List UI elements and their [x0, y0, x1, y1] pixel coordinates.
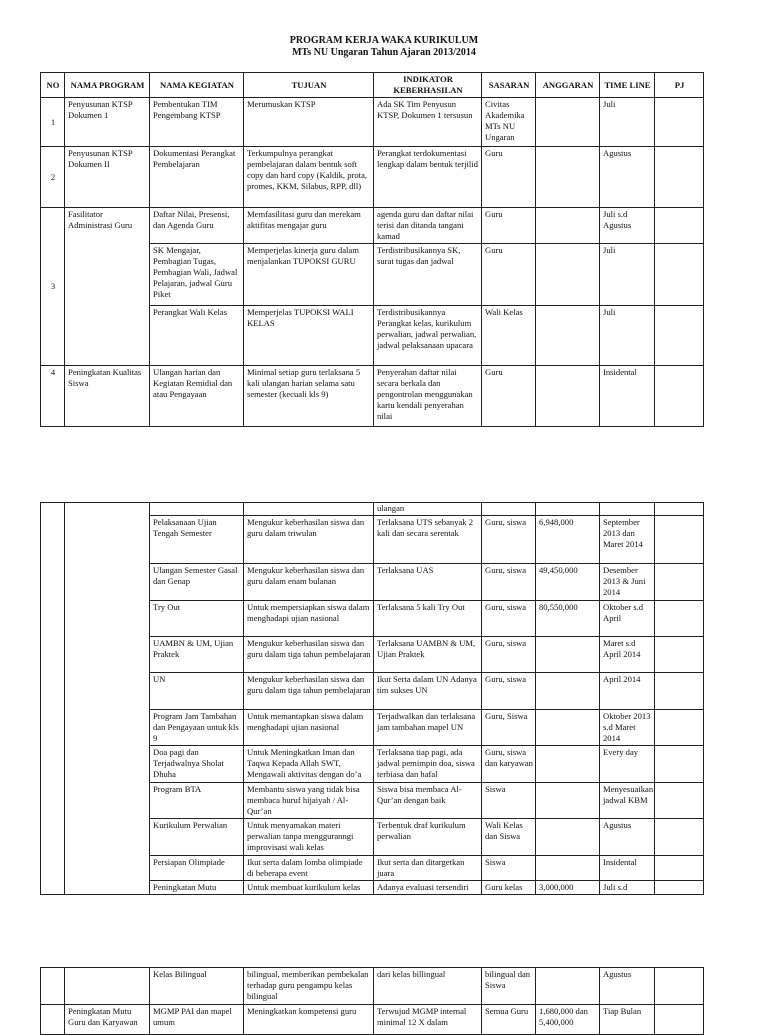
anggaran-cell	[536, 637, 600, 673]
timeline-cell: Juli s.d Agustus	[600, 208, 655, 244]
table-row	[41, 1005, 704, 1035]
anggaran-cell	[536, 968, 600, 1005]
anggaran-cell	[536, 710, 600, 746]
sasaran-cell: bilingual dan Siswa	[482, 968, 536, 1005]
indikator-cell: Terlaksana UTS sebanyak 2 kali dan secara serentak	[374, 516, 482, 564]
kegiatan-cell: Daftar Nilai, Presensi, dan Agenda Guru	[150, 208, 244, 244]
pj-cell	[655, 516, 704, 564]
header-pj: PJ	[655, 73, 704, 98]
timeline-cell: Oktober s.d April	[600, 601, 655, 637]
sasaran-cell: Siswa	[482, 856, 536, 881]
sasaran-cell: Guru, siswa	[482, 564, 536, 601]
table-row	[41, 147, 704, 208]
pj-cell	[655, 244, 704, 306]
sasaran-cell	[482, 503, 536, 516]
timeline-cell: Juli s.d	[600, 881, 655, 895]
header-nama-kegiatan: NAMA KEGIATAN	[150, 73, 244, 98]
kegiatan-cell: Ulangan Semester Gasal dan Genap	[150, 564, 244, 601]
indikator-cell: Terdistribusikannya SK, surat tugas dan jadwal	[374, 244, 482, 306]
anggaran-cell	[536, 244, 600, 306]
tujuan-cell: Mengukur keberhasilan siswa dan guru dalam tiga tahun pembelajaran	[244, 637, 374, 673]
anggaran-cell: 80,550,000	[536, 601, 600, 637]
anggaran-cell	[536, 783, 600, 819]
indikator-cell: Ada SK Tim Penyusun KTSP, Dokumen 1 tersusun	[374, 98, 482, 147]
indikator-cell: Ikut Serta dalam UN Adanya tim sukses UN	[374, 673, 482, 710]
pj-cell	[655, 881, 704, 895]
timeline-cell: Agustus	[600, 819, 655, 856]
program-table-2	[40, 502, 704, 895]
indikator-cell: Perangkat terdokumentasi lengkap dalam bentuk terjilid	[374, 147, 482, 208]
kegiatan-cell: Dokumentasi Perangkat Pembelajaran	[150, 147, 244, 208]
sasaran-cell: Semua Guru	[482, 1005, 536, 1035]
kegiatan-cell: Pembentukan TIM Pengembang KTSP	[150, 98, 244, 147]
timeline-cell: September 2013 dan Maret 2014	[600, 516, 655, 564]
indikator-cell: Terbentuk draf kurikulum perwalian	[374, 819, 482, 856]
pj-cell	[655, 601, 704, 637]
anggaran-cell: 49,450,000	[536, 564, 600, 601]
indikator-cell: ulangan	[374, 503, 482, 516]
timeline-cell: Juli	[600, 306, 655, 366]
anggaran-cell	[536, 746, 600, 783]
sasaran-cell: Guru	[482, 366, 536, 427]
timeline-cell: Agustus	[600, 968, 655, 1005]
sasaran-cell: Civitas Akademika MTs NU Ungaran	[482, 98, 536, 147]
table-row	[41, 208, 704, 244]
kegiatan-cell	[150, 503, 244, 516]
sasaran-cell: Guru, siswa dan karyawan	[482, 746, 536, 783]
anggaran-cell: 3,000,000	[536, 881, 600, 895]
kegiatan-cell: Pelaksanaan Ujian Tengah Semester	[150, 516, 244, 564]
pj-cell	[655, 564, 704, 601]
timeline-cell: Tiap Bulan	[600, 1005, 655, 1035]
kegiatan-cell: Try Out	[150, 601, 244, 637]
row-no: 3	[41, 208, 65, 366]
anggaran-cell	[536, 306, 600, 366]
anggaran-cell	[536, 147, 600, 208]
timeline-cell: Agustus	[600, 147, 655, 208]
tujuan-cell: Meningkatkan kompetensi guru	[244, 1005, 374, 1035]
timeline-cell	[600, 503, 655, 516]
document-title: PROGRAM KERJA WAKA KURIKULUM	[289, 35, 479, 46]
sasaran-cell: Guru, siswa	[482, 673, 536, 710]
kegiatan-cell: Persiapan Olimpiade	[150, 856, 244, 881]
tujuan-cell: Mengukur keberhasilan siswa dan guru dalam triwulan	[244, 516, 374, 564]
indikator-cell: Adanya evaluasi tersendiri	[374, 881, 482, 895]
tujuan-cell: Untuk membuat kurikulum kelas	[244, 881, 374, 895]
kegiatan-cell: Kelas Bilingual	[150, 968, 244, 1005]
pj-cell	[655, 366, 704, 427]
timeline-cell: Juli	[600, 98, 655, 147]
empty-no-cell	[41, 1005, 65, 1035]
program-cell: Peningkatan Kualitas Siswa	[65, 366, 150, 427]
table-row	[41, 98, 704, 147]
row-no: 1	[41, 98, 65, 147]
tujuan-cell: Memperjelas kinerja guru dalam menjalankan TUPOKSI GURU	[244, 244, 374, 306]
sasaran-cell: Guru	[482, 208, 536, 244]
sasaran-cell: Guru kelas	[482, 881, 536, 895]
empty-program-cell	[65, 503, 150, 895]
empty-no-cell	[41, 503, 65, 895]
pj-cell	[655, 306, 704, 366]
timeline-cell: April 2014	[600, 673, 655, 710]
anggaran-cell	[536, 366, 600, 427]
row-no: 4	[41, 366, 65, 427]
kegiatan-cell: Ulangan harian dan Kegiatan Remidial dan atau Pengayaan	[150, 366, 244, 427]
sasaran-cell: Guru, siswa	[482, 637, 536, 673]
tujuan-cell: Membantu siswa yang tidak bisa membaca huruf hijaiyah / Al-Qur’an	[244, 783, 374, 819]
timeline-cell: Juli	[600, 244, 655, 306]
kegiatan-cell: Program BTA	[150, 783, 244, 819]
header-indikator: INDIKATOR KEBERHASILAN	[374, 73, 482, 98]
pj-cell	[655, 710, 704, 746]
header-tujuan: TUJUAN	[244, 73, 374, 98]
tujuan-cell: Merumuskan KTSP	[244, 98, 374, 147]
program-table-3	[40, 967, 704, 1035]
anggaran-cell	[536, 673, 600, 710]
sasaran-cell: Guru, Siswa	[482, 710, 536, 746]
kegiatan-cell: Kurikulum Perwalian	[150, 819, 244, 856]
header-time-line: TIME LINE	[600, 73, 655, 98]
tujuan-cell: Untuk menyamakan materi perwalian tanpa mengguranngi improvisasi wali kelas	[244, 819, 374, 856]
indikator-cell: Terlaksana tiap pagi, ada jadwal pemimpin doa, siswa terbiasa dan hafal	[374, 746, 482, 783]
anggaran-cell	[536, 856, 600, 881]
indikator-cell: Ikut serta dan ditargetkan juara	[374, 856, 482, 881]
tujuan-cell: Ikut serta dalam lomba olimpiade di beberapa event	[244, 856, 374, 881]
anggaran-cell	[536, 819, 600, 856]
tujuan-cell: Terkumpulnya perangkat pembelajaran dalam bentuk soft copy dan hard copy (Kaldik, prota, promes, KKM, Silabus, RPP, dll)	[244, 147, 374, 208]
pj-cell	[655, 783, 704, 819]
pj-cell	[655, 637, 704, 673]
indikator-cell: Terwujud MGMP internal minimal 12 X dalam	[374, 1005, 482, 1035]
sasaran-cell: Siswa	[482, 783, 536, 819]
tujuan-cell: Memperjelas TUPOKSI WALI KELAS	[244, 306, 374, 366]
kegiatan-cell: UN	[150, 673, 244, 710]
anggaran-cell	[536, 503, 600, 516]
kegiatan-cell: Program Jam Tambahan dan Pengayaan untuk kls 9	[150, 710, 244, 746]
program-cell	[65, 968, 150, 1005]
sasaran-cell: Wali Kelas	[482, 306, 536, 366]
kegiatan-cell: MGMP PAI dan mapel umum	[150, 1005, 244, 1035]
tujuan-cell: Mengukur keberhasilan siswa dan guru dalam enam bulanan	[244, 564, 374, 601]
pj-cell	[655, 208, 704, 244]
anggaran-cell	[536, 208, 600, 244]
kegiatan-cell: SK Mengajar, Pembagian Tugas, Pembagian Wali, Jadwal Pelajaran, jadwal Guru Piket	[150, 244, 244, 306]
program-cell: Fasilitator Administrasi Guru	[65, 208, 150, 366]
table-row	[41, 366, 704, 427]
empty-no-cell	[41, 968, 65, 1005]
anggaran-cell: 1,680,000 dan 5,400,000	[536, 1005, 600, 1035]
kegiatan-cell: UAMBN & UM, Ujian Praktek	[150, 637, 244, 673]
tujuan-cell: Untuk mempersiapkan siswa dalam menghadapi ujian nasional	[244, 601, 374, 637]
program-table-1	[40, 72, 704, 427]
pj-cell	[655, 147, 704, 208]
header-sasaran: SASARAN	[482, 73, 536, 98]
row-no: 2	[41, 147, 65, 208]
tujuan-cell: Untuk Meningkatkan Iman dan Taqwa Kepada Allah SWT, Mengawali aktivitas dengan do’a	[244, 746, 374, 783]
pj-cell	[655, 98, 704, 147]
pj-cell	[655, 1005, 704, 1035]
table-header-row	[41, 73, 704, 98]
table-row	[41, 503, 704, 516]
timeline-cell: Insidental	[600, 856, 655, 881]
indikator-cell: agenda guru dan daftar nilai terisi dan ditanda tangani kamad	[374, 208, 482, 244]
kegiatan-cell: Doa pagi dan Terjadwalnya Sholat Dhuha	[150, 746, 244, 783]
tujuan-cell: Untuk memantapkan siswa dalam menghadapi ujian nasional	[244, 710, 374, 746]
timeline-cell: Menyesuaikan jadwal KBM	[600, 783, 655, 819]
tujuan-cell: bilingual, memberikan pembekalan terhadap guru pengampu kelas bilingual	[244, 968, 374, 1005]
timeline-cell: Desember 2013 & Juni 2014	[600, 564, 655, 601]
indikator-cell: Terlaksana UAMBN & UM, Ujian Praktek	[374, 637, 482, 673]
sasaran-cell: Guru	[482, 147, 536, 208]
pj-cell	[655, 503, 704, 516]
header-anggaran: ANGGARAN	[536, 73, 600, 98]
pj-cell	[655, 746, 704, 783]
timeline-cell: Insidental	[600, 366, 655, 427]
header-nama-program: NAMA PROGRAM	[65, 73, 150, 98]
pj-cell	[655, 673, 704, 710]
indikator-cell: Terdistribusikannya Perangkat kelas, kurikulum perwalian, jadwal perwalian, jadwal pelaksanaan upacara	[374, 306, 482, 366]
tujuan-cell: Minimal setiap guru terlaksana 5 kali ulangan harian selama satu semester (kecuali kls 9)	[244, 366, 374, 427]
indikator-cell: Siswa bisa membaca Al-Qur’an dengan baik	[374, 783, 482, 819]
program-cell: Penyusunan KTSP Dokumen 1	[65, 98, 150, 147]
indikator-cell: Penyerahan daftar nilai secara berkala dan pengontrolan menggunakan kartu kendali penyerahan nilai	[374, 366, 482, 427]
sasaran-cell: Guru	[482, 244, 536, 306]
timeline-cell: Maret s.d April 2014	[600, 637, 655, 673]
timeline-cell: Every day	[600, 746, 655, 783]
tujuan-cell: Memfasilitasi guru dan merekam aktifitas mengajar guru	[244, 208, 374, 244]
program-cell: Penyusunan KTSP Dokumen II	[65, 147, 150, 208]
anggaran-cell	[536, 98, 600, 147]
sasaran-cell: Wali Kelas dan Siswa	[482, 819, 536, 856]
pj-cell	[655, 856, 704, 881]
anggaran-cell: 6,948,000	[536, 516, 600, 564]
indikator-cell: dari kelas billingual	[374, 968, 482, 1005]
program-cell: Peningkatan Mutu Guru dan Karyawan	[65, 1005, 150, 1035]
document-subtitle: MTs NU Ungaran Tahun Ajaran 2013/2014	[292, 47, 476, 58]
kegiatan-cell: Perangkat Wali Kelas	[150, 306, 244, 366]
timeline-cell: Oktober 2013 s.d Maret 2014	[600, 710, 655, 746]
header-no: NO	[41, 73, 65, 98]
indikator-cell: Terjadwalkan dan terlaksana jam tambahan mapel UN	[374, 710, 482, 746]
sasaran-cell: Guru, siswa	[482, 516, 536, 564]
pj-cell	[655, 819, 704, 856]
tujuan-cell	[244, 503, 374, 516]
sasaran-cell: Guru, siswa	[482, 601, 536, 637]
tujuan-cell: Mengukur keberhasilan siswa dan guru dalam tiga tahun pembelajaran	[244, 673, 374, 710]
indikator-cell: Terlaksana 5 kali Try Out	[374, 601, 482, 637]
kegiatan-cell: Peningkatan Mutu	[150, 881, 244, 895]
table-row	[41, 968, 704, 1005]
indikator-cell: Terlaksana UAS	[374, 564, 482, 601]
pj-cell	[655, 968, 704, 1005]
